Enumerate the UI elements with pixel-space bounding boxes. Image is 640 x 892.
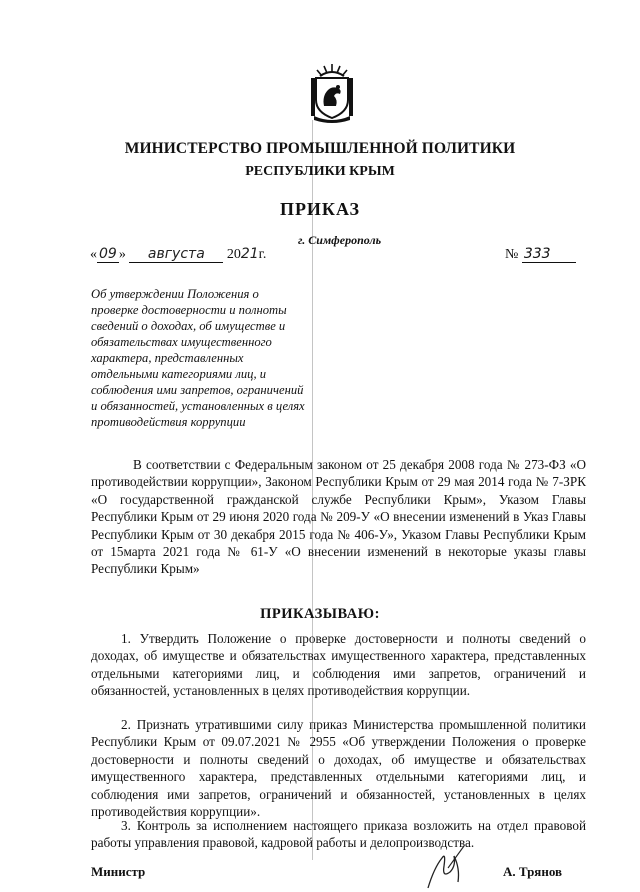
order-item-1: 1. Утвердить Положение о проверке достоверности и полноты сведений о доходах, об имуществе и обязательствах имущественного характера, представленных отдельными категориями лиц, и соблюдения ими запретов, ограничений и обязанностей, установленных в целях противодействия коррупции. <box>91 631 586 699</box>
city-label: г. Симферополь <box>298 233 382 247</box>
crimea-coat-of-arms-icon <box>308 60 356 124</box>
order-heading: ПРИКАЗЫВАЮ: <box>260 606 380 622</box>
signatory-position: Министр <box>91 864 146 879</box>
subject-line: отдельными категориями лиц, и <box>91 367 267 381</box>
subject-line: противодействия коррупции <box>91 415 246 429</box>
date-year-hand: 21 <box>240 246 259 262</box>
order-date <box>90 246 266 263</box>
order-number-label: № <box>505 247 519 262</box>
date-year-suffix: г. <box>258 247 267 262</box>
republic-name: РЕСПУБЛИКИ КРЫМ <box>245 164 395 179</box>
subject-line: и обязанностей, установленных в целях <box>91 399 305 413</box>
subject-line: сведений о доходах, об имуществе и <box>91 319 286 333</box>
order-item-3: 3. Контроль за исполнением настоящего приказа возложить на отдел правовой работы управления правовой, кадровой работы и делопроизводства. <box>91 818 586 851</box>
signatory-name: А. Трянов <box>503 864 563 879</box>
subject-line: соблюдения ими запретов, ограничений <box>91 383 304 397</box>
handwritten-signature-icon <box>420 838 480 892</box>
order-subject <box>91 286 361 430</box>
order-number-value: 333 <box>522 246 576 263</box>
date-close-quote: » <box>118 247 126 262</box>
subject-line: характера, представленных <box>91 351 244 365</box>
date-open-quote: « <box>90 247 97 262</box>
ministry-name: МИНИСТЕРСТВО ПРОМЫШЛЕННОЙ ПОЛИТИКИ <box>124 140 516 157</box>
date-month: августа <box>129 246 223 263</box>
order-item-2: 2. Признать утратившими силу приказ Министерства промышленной политики Республики Крым от 09.07.2021 № 2955 «Об утверждении Положения о проверке достоверности и полноты сведений о доходах, об имуществе и обязательствах имущественного характера, представленных отдельными категориями лиц, и соблюдения ими запретов, ограничений и обязанностей, установленных в целях противодействия коррупции». <box>91 717 586 820</box>
order-number <box>505 246 576 263</box>
date-year-prefix: 20 <box>226 247 241 262</box>
subject-line: Об утверждении Положения о <box>91 287 259 301</box>
date-day: 09 <box>99 246 117 262</box>
subject-line: проверке достоверности и полноты <box>91 303 287 317</box>
subject-line: обязательствах имущественного <box>91 335 272 349</box>
preamble-paragraph: В соответствии с Федеральным законом от 25 декабря 2008 года № 273-ФЗ «О противодействии коррупции», Законом Республики Крым от 29 мая 2014 года № 7-ЗРК «О государственной гражданской службе Республики Крым», Указом Главы Республики Крым от 29 июня 2020 года № 209-У «О внесении изменений в Указ Главы Республики Крым от 30 декабря 2015 года № 406-У», Указом Главы Республики Крым от 15марта 2021 года № 61-У «О внесении изменений в некоторые указы главы Республики Крым» <box>91 457 586 577</box>
document-type-title: ПРИКАЗ <box>279 199 361 219</box>
